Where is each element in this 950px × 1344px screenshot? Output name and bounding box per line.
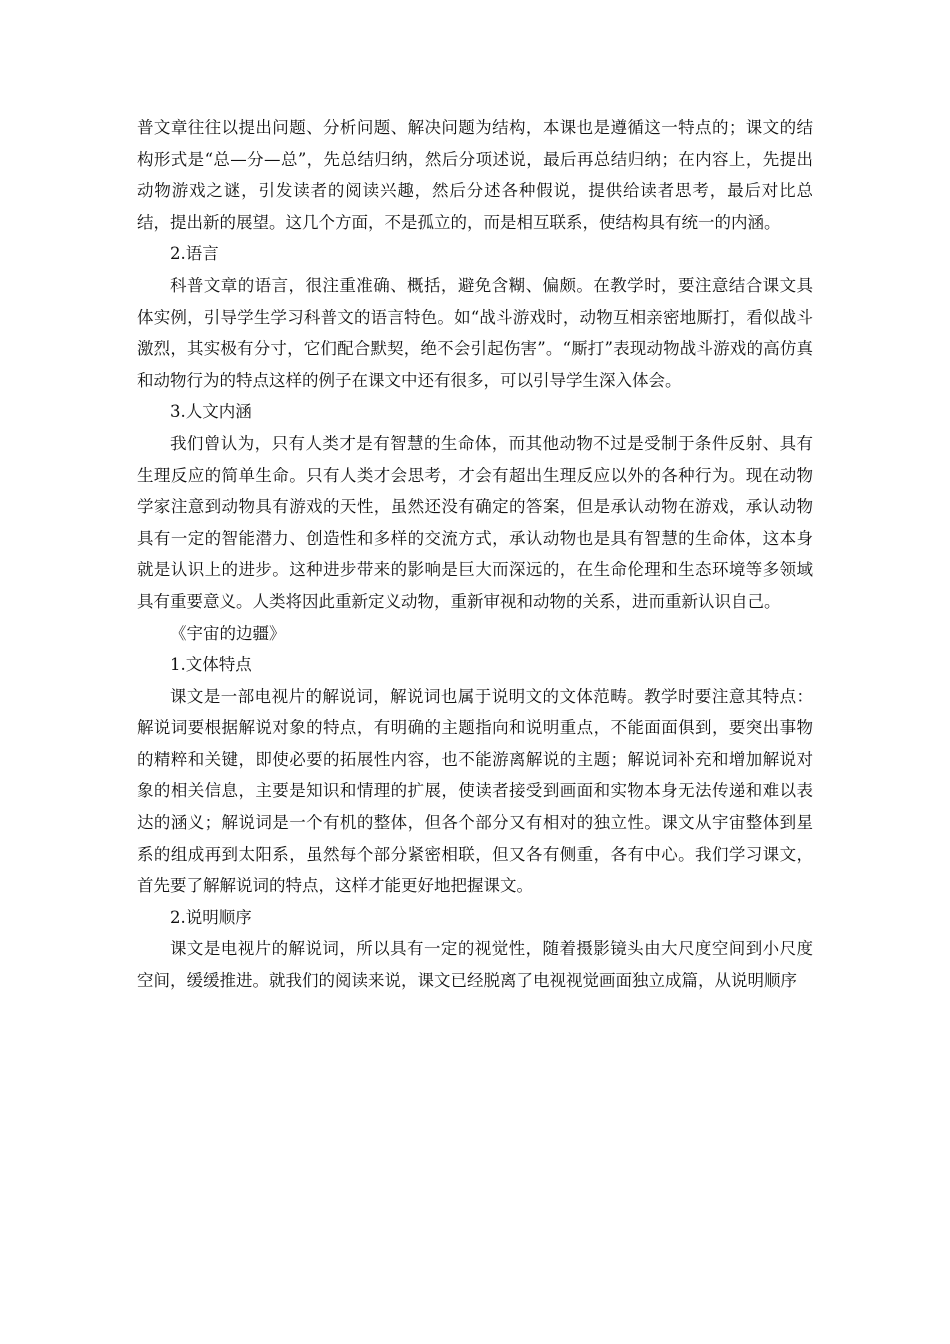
paragraph-language: 科普文章的语言，很注重准确、概括，避免含糊、偏颇。在教学时，要注意结合课文具体实例，引导学生学习科普文的语言特色。如“战斗游戏时，动物互相亲密地厮打，看似战斗激烈，其实极有分寸，它们配合默契，绝不会引起伤害”。“厮打”表现动物战斗游戏的高仿真和动物行为的特点这样的例子在课文中还有很多，可以引导学生深入体会。 <box>137 275 813 390</box>
heading-genre: 1.文体特点 <box>170 655 252 675</box>
paragraph-structure: 普文章往往以提出问题、分析问题、解决问题为结构，本课也是遵循这一特点的；课文的结构形式是“总—分—总”，先总结归纳，然后分项述说，最后再总结归纳；在内容上，先提出动物游戏之谜，引发读者的阅读兴趣，然后分述各种假说，提供给读者思考，最后对比总结，提出新的展望。这几个方面，不是孤立的，而是相互联系，使结构具有统一的内涵。 <box>137 118 813 232</box>
heading-lesson-title: 《宇宙的边疆》 <box>170 623 286 643</box>
paragraph-humanistic: 我们曾认为，只有人类才是有智慧的生命体，而其他动物不过是受制于条件反射、具有生理反应的简单生命。只有人类才会思考，才会有超出生理反应以外的各种行为。现在动物学家注意到动物具有游戏的天性，虽然还没有确定的答案，但是承认动物在游戏，承认动物具有一定的智能潜力、创造性和多样的交流方式，承认动物也是具有智慧的生命体，这本身就是认识上的进步。这种进步带来的影响是巨大而深远的，在生命伦理和生态环境等多领域具有重要意义。人类将因此重新定义动物，重新审视和动物的关系，进而重新认识自己。 <box>137 433 813 611</box>
heading-language: 2.语言 <box>170 244 219 264</box>
document-page <box>137 112 813 997</box>
paragraph-genre: 课文是一部电视片的解说词，解说词也属于说明文的文体范畴。教学时要注意其特点：解说词要根据解说对象的特点，有明确的主题指向和说明重点，不能面面俱到，要突出事物的精粹和关键，即使必要的拓展性内容，也不能游离解说的主题；解说词补充和增加解说对象的相关信息，主要是知识和情理的扩展，使读者接受到画面和实物本身无法传递和难以表达的涵义；解说词是一个有机的整体，但各个部分又有相对的独立性。课文从宇宙整体到星系的组成再到太阳系，虽然每个部分紧密相联，但又各有侧重，各有中心。我们学习课文，首先要了解解说词的特点，这样才能更好地把握课文。 <box>137 686 813 896</box>
heading-humanistic: 3.人文内涵 <box>170 402 252 422</box>
heading-order: 2.说明顺序 <box>170 907 252 927</box>
paragraph-order: 课文是电视片的解说词，所以具有一定的视觉性，随着摄影镜头由大尺度空间到小尺度空间，缓缓推进。就我们的阅读来说，课文已经脱离了电视视觉画面独立成篇，从说明顺序 <box>137 939 813 991</box>
